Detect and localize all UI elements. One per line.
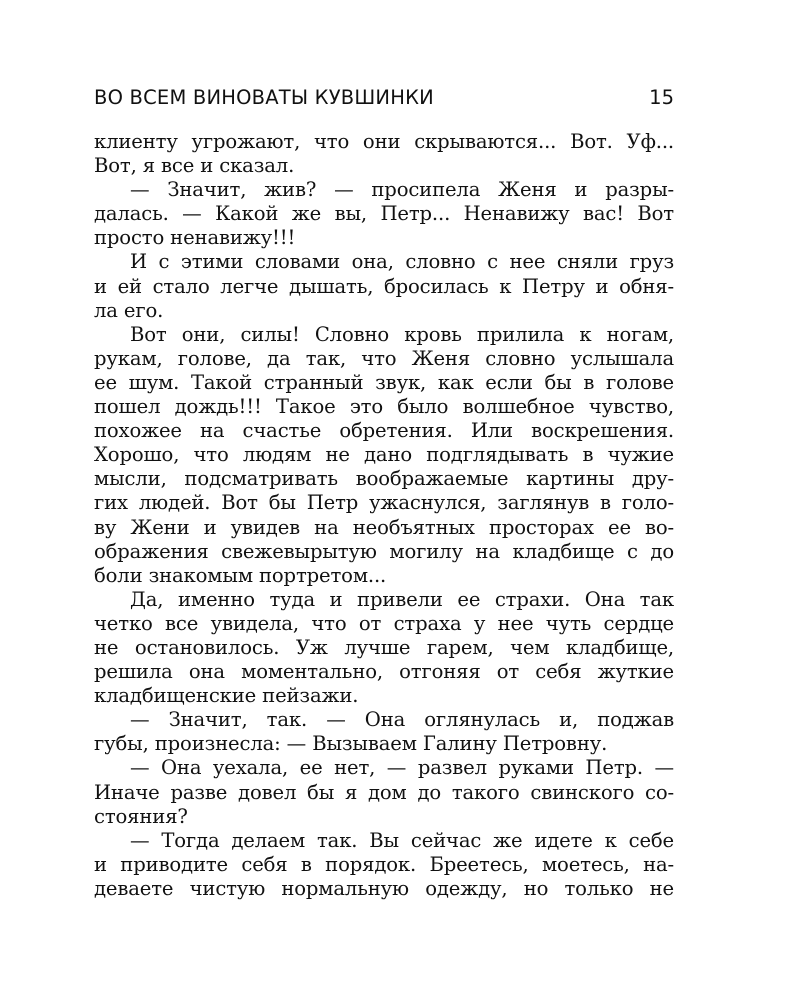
- text-line: кладбищенские пейзажи.: [94, 684, 359, 708]
- page-number: 15: [649, 86, 674, 109]
- text-line: ла его.: [94, 298, 164, 322]
- text-line: просто ненавижу!!!: [94, 226, 296, 250]
- text-line: ву Жени и увидев на необъятных просторах ее во-: [94, 515, 674, 539]
- text-line: — Она уехала, ее нет, — развел руками Петр. —: [130, 756, 674, 780]
- text-line: — Значит, так. — Она оглянулась и, поджав: [130, 708, 674, 732]
- text-line: не остановилось. Уж лучше гарем, чем кладбище,: [94, 635, 674, 659]
- text-line: стояния?: [94, 804, 188, 828]
- text-line: Иначе разве довел бы я дом до такого свинского со-: [94, 780, 674, 804]
- running-title: ВО ВСЕМ ВИНОВАТЫ КУВШИНКИ: [94, 86, 434, 109]
- text-line: пошел дождь!!! Такое это было волшебное чувство,: [94, 395, 674, 419]
- text-line: и приводите себя в порядок. Бреетесь, моетесь, на-: [94, 852, 674, 876]
- text-line: далась. — Какой же вы, Петр... Ненавижу вас! Вот: [94, 202, 674, 226]
- text-line: И с этими словами она, словно с нее сняли груз: [130, 250, 674, 274]
- text-line: боли знакомым портретом...: [94, 563, 387, 587]
- text-line: Вот они, силы! Словно кровь прилила к ногам,: [130, 322, 674, 346]
- text-line: мысли, подсматривать воображаемые картины дру-: [94, 467, 674, 491]
- text-line: Вот, я все и сказал.: [94, 154, 295, 178]
- text-line: решила она моментально, отгоняя от себя жуткие: [94, 660, 674, 684]
- running-head: [94, 84, 674, 112]
- text-line: губы, произнесла: — Вызываем Галину Петровну.: [94, 732, 608, 756]
- text-line: четко все увидела, что от страха у нее чуть сердце: [94, 611, 674, 635]
- body-text: [94, 130, 674, 901]
- text-line: — Значит, жив? — просипела Женя и разры-: [130, 178, 674, 202]
- text-line: ее шум. Такой странный звук, как если бы в голове: [94, 370, 674, 394]
- text-line: похожее на счастье обретения. Или воскрешения.: [94, 419, 674, 443]
- text-line: Да, именно туда и привели ее страхи. Она так: [130, 587, 674, 611]
- text-line: деваете чистую нормальную одежду, но только не: [94, 876, 674, 900]
- text-line: гих людей. Вот бы Петр ужаснулся, заглянув в голо-: [94, 491, 674, 515]
- text-line: и ей стало легче дышать, бросилась к Петру и обня-: [94, 274, 674, 298]
- text-line: клиенту угрожают, что они скрываются... Вот. Уф...: [94, 130, 674, 153]
- text-line: рукам, голове, да так, что Женя словно услышала: [94, 346, 674, 370]
- text-line: ображения свежевырытую могилу на кладбище с до: [94, 539, 674, 563]
- text-line: Хорошо, что людям не дано подглядывать в чужие: [94, 443, 674, 467]
- text-line: — Тогда делаем так. Вы сейчас же идете к себе: [130, 828, 674, 852]
